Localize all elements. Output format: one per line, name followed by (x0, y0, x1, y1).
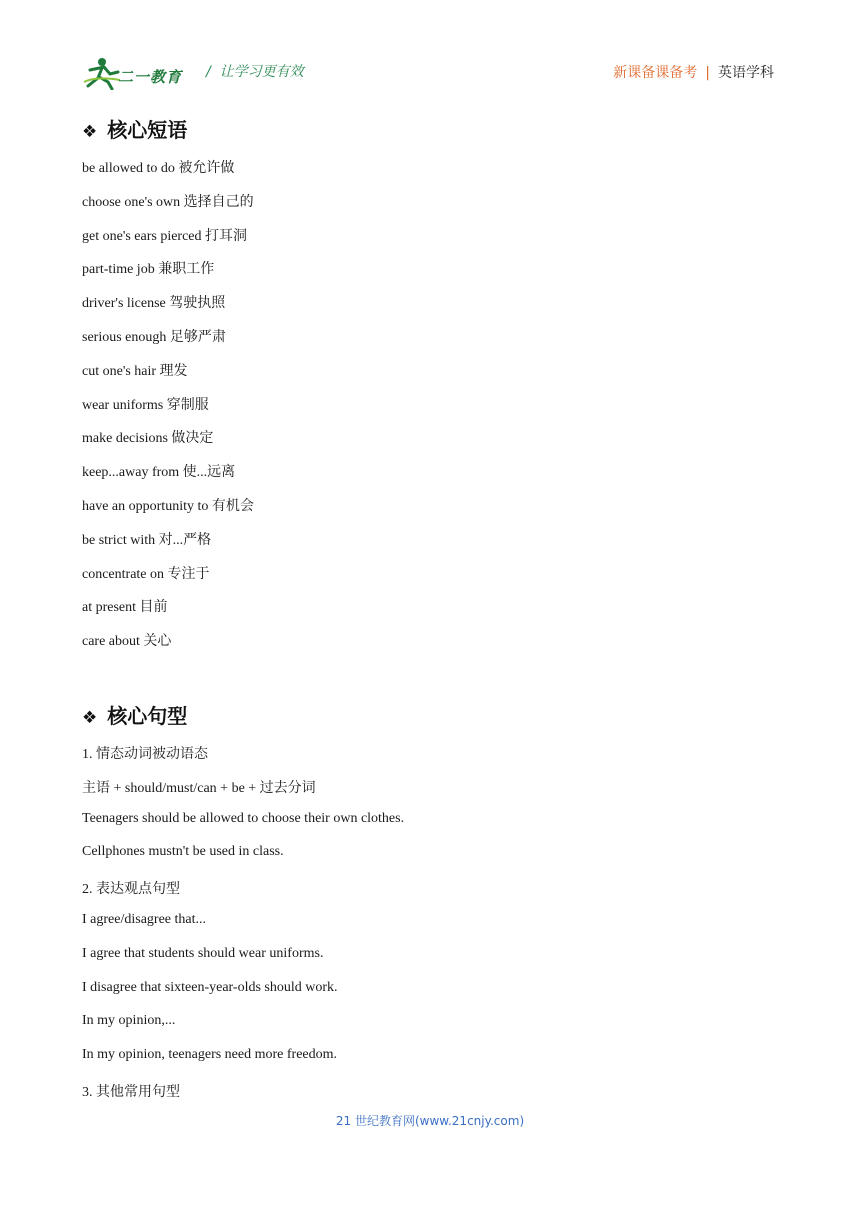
sentence-line: I agree that students should wear uniforms. (82, 945, 324, 961)
section-title-text: 核心短语 (107, 118, 188, 142)
phrase-item: serious enough 足够严肃 (82, 330, 226, 345)
slogan-text: 让学习更有效 (219, 64, 304, 80)
diamond-cluster-icon: ❖ (82, 708, 98, 728)
phrase-item: get one's ears pierced 打耳洞 (82, 228, 248, 244)
sentence-line: 1. 情态动词被动语态 (82, 747, 208, 762)
sentence-line: Teenagers should be allowed to choose their own clothes. (82, 810, 405, 826)
header-course-label: 新课备课备考 (613, 65, 698, 81)
phrase-item: at present 目前 (82, 600, 168, 616)
slogan-slash: / (206, 64, 211, 80)
header-separator: | (705, 65, 710, 81)
phrase-item: make decisions 做决定 (82, 431, 214, 447)
phrase-item: care about 关心 (82, 634, 172, 650)
sentence-line: 3. 其他常用句型 (82, 1085, 180, 1100)
sentence-line: Cellphones mustn't be used in class. (82, 844, 284, 860)
footer-text: 21 世纪教育网(www.21cnjy.com) (335, 1114, 525, 1128)
phrase-item: part-time job 兼职工作 (82, 262, 215, 278)
phrase-item: keep...away from 使...远离 (82, 465, 236, 481)
sentence-line: 2. 表达观点句型 (82, 882, 180, 898)
page-header (82, 52, 774, 92)
logo (82, 56, 192, 90)
sentence-line: I agree/disagree that... (82, 912, 206, 927)
header-subject-label: 英语学科 (718, 65, 774, 81)
runner-logo-icon (82, 56, 122, 90)
section-title-text: 核心句型 (107, 704, 188, 728)
phrase-item: driver's license 驾驶执照 (82, 296, 226, 312)
phrase-item: cut one's hair 理发 (82, 363, 188, 379)
header-right (613, 62, 774, 82)
phrase-item: choose one's own 选择自己的 (82, 194, 254, 210)
phrase-item: wear uniforms 穿制服 (82, 397, 209, 413)
diamond-cluster-icon: ❖ (82, 122, 98, 142)
logo-text: 二一教育 (118, 68, 183, 86)
phrase-item: be strict with 对...严格 (82, 532, 212, 548)
slogan (206, 61, 304, 81)
phrase-item: concentrate on 专注于 (82, 566, 210, 582)
section-title-sentences (82, 700, 187, 729)
section-title-phrases (82, 114, 187, 143)
phrase-item: be allowed to do 被允许做 (82, 161, 235, 176)
phrase-item: have an opportunity to 有机会 (82, 499, 254, 514)
sentence-line: In my opinion,... (82, 1013, 176, 1029)
sentence-line: I disagree that sixteen-year-olds should work. (82, 979, 338, 995)
sentence-line: In my opinion, teenagers need more freedom. (82, 1047, 338, 1063)
sentence-line: 主语 + should/must/can + be + 过去分词 (82, 780, 316, 796)
